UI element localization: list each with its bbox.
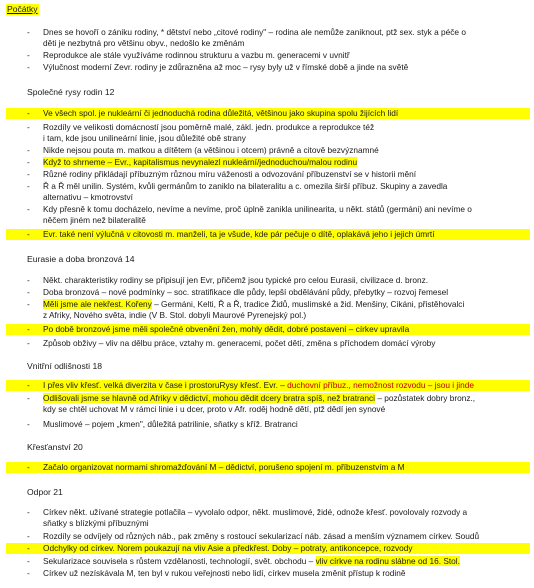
bullet-item [6,204,530,226]
bullet-line: děti je nezbytná pro většinu obyv., nedošlo ke změnám [43,38,245,48]
bullet-dash: - [27,122,30,132]
bullet-dash: - [27,568,30,578]
bullet-dash: - [27,229,30,239]
bullet-item [6,181,530,203]
bullet-line: Nikde nejsou pouta m. matkou a dítětem (a většinou i otcem) právně a citově bezvýznamné [43,145,379,155]
bullet-dash: - [27,531,30,541]
bullet-line: Muslimové – pojem „kmen", důležitá patrilinie, sňatky s kříž. Bratranci [43,419,298,429]
bullet-line: něčem jiném než bilateralitě [43,215,146,225]
bullet-dash: - [27,62,30,72]
bullet-line: Dnes se hovoří o zániku rodiny, * dětství nebo „citové rodiny" – rodina ale nemůže zaniknout, ptž sex. styk a péče o [43,27,466,37]
bullet-item [6,531,530,542]
bullet-dash: - [27,204,30,214]
bullet-dash: - [27,169,30,179]
bullet-dash: - [27,543,30,553]
section-heading: Odpor 21 [27,487,63,497]
bullet-dash: - [27,181,30,191]
bullet-dash: - [27,338,30,348]
bullet-line: sňatky s blízkými příbuznými [43,518,149,528]
bullet-dash: - [27,108,30,118]
bullet-item [6,108,530,119]
section-heading: Vnitřní odlišnosti 18 [27,361,102,371]
bullet-dash: - [27,419,30,429]
bullet-line: alternativu – kmotrovství [43,192,133,202]
bullet-item [6,393,530,415]
bullet-line: Rozdíly se odvíjely od různých náb., pak změny s rostoucí sekularizací náb. zásad a menším významem církev. Soudů [43,531,480,541]
section-heading: Společné rysy rodin 12 [27,87,115,97]
bullet-line: Církev už nezískávala M, ten byl v rukou veřejnosti nebo lidí, církev musela změnit přístup k rodině [43,568,406,578]
bullet-line-highlight: vliv církve na rodinu slábne od 16. Stol. [315,556,460,566]
bullet-line: Ve všech spol. je nukleární či jednoduchá rodina důležitá, většinou jako skupina spolu žijících lidí [43,108,399,118]
bullet-dash: - [27,393,30,403]
bullet-item [6,62,530,73]
bullet-line: I přes vliv křesť. velká diverzita v čase i prostoruRysy křesť. Evr. – [43,380,288,390]
bullet-line: Různé rodiny přikládají příbuzným různou míru váženosti a odvozování příbuzenství se v historii mění [43,169,417,179]
bullet-line: i tam, kde jsou unilineární linie, jsou důležité obě strany [43,133,246,143]
bullet-item [6,299,530,321]
bullet-dash: - [27,275,30,285]
bullet-line: Způsob obživy – vliv na dělbu práce, vztahy m. generacemi, počet dětí, změna s příchodem domácí výroby [43,338,436,348]
bullet-line: kdy se chtěl uchovat M v rámci linie i u dcer, proto v Afr. roděj hodně dětí, ptž dědí jen synové [43,404,386,414]
section-heading: Křesťanství 20 [27,442,83,452]
bullet-item [6,229,530,240]
bullet-dash: - [27,50,30,60]
bullet-item [6,338,530,349]
bullet-dash: - [27,299,30,309]
bullet-line: Když to shrneme – Evr., kapitalismus nevynalezl nukleární/jednoduchou/malou rodinu [43,157,358,167]
bullet-dash: - [27,324,30,334]
bullet-line: Církev někt. užívané strategie potlačila – vyvolalo odpor, někt. muslimové, židé, odnože křesť. povolovaly rozvody a [43,507,468,517]
bullet-line: Sekularizace souvisela s růstem vzdělanosti, technologií, svět. obchodu – [43,556,316,566]
bullet-line-red: duchovní příbuz., nemožnost rozvodu – jsou i jinde [287,380,474,390]
section-heading: Eurasie a doba bronzová 14 [27,254,135,264]
bullet-line: Odchylky od církev. Norem poukazují na vliv Asie a předkřest. Doby – potraty, antikoncepce, rozvody [43,543,413,553]
bullet-item [6,507,530,529]
bullet-line: Ř a Ř měl unilin. Systém, kvůli germánům to zaniklo na bilateralitu a c. omezila širší příbuz. Skupiny a zavedla [43,181,448,191]
bullet-line: Kdy přesně k tomu docházelo, nevíme a nevíme, proč úplně zanikla unilinearita, u někt. států (germáni) ani nevíme o [43,204,472,214]
bullet-line: Začalo organizovat normami shromažďování M – dědictví, porušeno spojení m. příbuzenstvím a M [43,462,405,472]
bullet-dash: - [27,27,30,37]
bullet-item [6,380,530,391]
bullet-line: Doba bronzová – nové podmínky – soc. stratifikace dle půdy, lepší obdělávání půdy, přebytky – rozvoj řemesel [43,287,449,297]
bullet-line: Po době bronzové jsme měli společné obvenění žen, mohly dědit, dobré postavení – církev upravila [43,324,410,334]
bullet-line: Výlučnost moderní Zevr. rodiny je zdůrazněna až moc – rysy byly už v římské době a jinde na světě [43,62,409,72]
bullet-item [6,145,530,156]
bullet-item [6,419,530,430]
bullet-line: Rozdíly ve velikosti domácností jsou poměrně malé, zákl. jedn. produkce a reprodukce též [43,122,375,132]
bullet-item [6,122,530,144]
document-title: Počátky [7,4,38,14]
bullet-item [6,27,530,49]
bullet-line: Někt. charakteristiky rodiny se připisují jen Evr, přičemž jsou typické pro celou Eurasii, civilizace d. bronz. [43,275,429,285]
bullet-line: Evr. také není výlučná v citovosti m. manželi, ta je všude, kde pár pečuje o dítě, oplakává jeho i jejich úmrtí [43,229,435,239]
bullet-item [6,462,530,473]
bullet-line-highlight: Odlišovali jsme se hlavně od Afriky v dědictví, mohou dědit dcery bratra spíš, než bratranci [43,393,376,403]
bullet-item [6,543,530,554]
bullet-dash: - [27,157,30,167]
bullet-dash: - [27,380,30,390]
bullet-line-rest: – Germáni, Kelti, Ř a Ř, tradice Židů, muslimské a žid. Menšiny, Cikáni, přistěhovalci [151,299,465,309]
bullet-item [6,556,530,567]
bullet-dash: - [27,507,30,517]
bullet-item [6,157,530,168]
bullet-dash: - [27,462,30,472]
bullet-dash: - [27,556,30,566]
bullet-line: Reprodukce ale stále využíváme rodinnou strukturu a vazbu m. generacemi v uvnitř [43,50,350,60]
bullet-line: z Afriky, Nového světa, indie (V B. Stol. dobyli Maurové Pyrenejský pol.) [43,310,307,320]
bullet-item [6,169,530,180]
bullet-line-rest: – pozůstatek dobry bronz., [375,393,476,403]
bullet-line-highlight: Měli jsme ale nekřest. Kořeny [43,299,152,309]
bullet-item [6,324,530,335]
bullet-item [6,287,530,298]
bullet-item [6,275,530,286]
bullet-item [6,568,530,579]
bullet-dash: - [27,145,30,155]
bullet-item [6,50,530,61]
bullet-dash: - [27,287,30,297]
